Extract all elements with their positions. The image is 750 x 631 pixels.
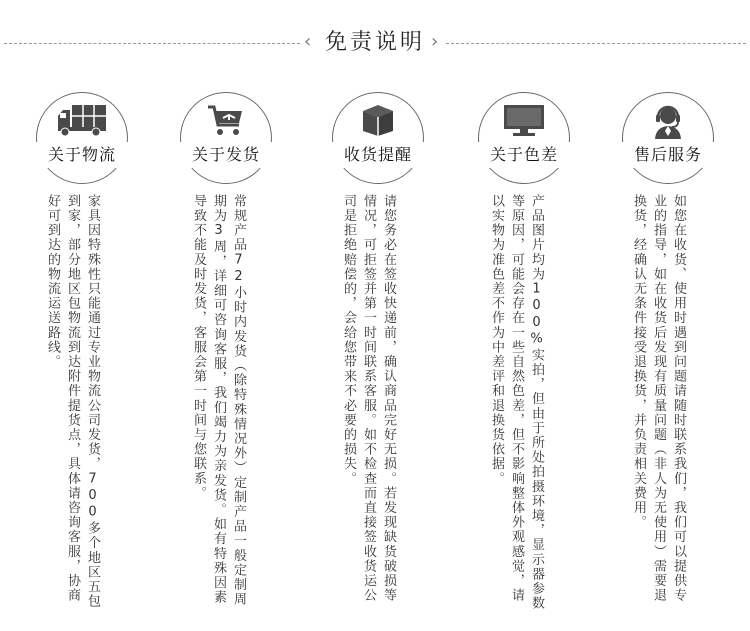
monitor-icon [501,103,547,137]
headset-agent-icon [650,103,686,139]
truck-icon [56,103,108,137]
section-text-shipping: 常规产品72小时内发货（除特殊情况外）定制产品一般定制周期为3周，详细可咨询客服，我们竭力为亲发货。如有特殊因素导致不能及时发货，客服会第一时间与您联系。 [191,194,246,607]
chevron-right-icon: › [431,31,439,52]
page-title: 免责说明 [324,30,425,55]
section-logistics [32,92,132,184]
section-color-difference [474,92,574,184]
title-divider-left [4,43,300,44]
badge-shipping [180,92,272,184]
section-label: 关于物流 [31,142,133,168]
box-icon [360,103,396,137]
cart-icon [206,103,246,137]
section-label: 关于色差 [473,142,575,168]
title-divider-right [446,43,746,44]
section-receiving [328,92,428,184]
section-text-after-sales: 如您在收货、使用时遇到问题请随时联系我们，我们可以提供专业的指导，如在收货后发现有质量问题（非人为无使用）需要退换货，经确认无条件接受退换货，并负责相关费用。 [631,194,686,603]
badge-color-difference [478,92,570,184]
section-after-sales [618,92,718,184]
badge-after-sales [622,92,714,184]
section-label: 关于发货 [175,142,277,168]
section-shipping [176,92,276,184]
badge-receiving [332,92,424,184]
section-label: 收货提醒 [327,142,429,168]
badge-logistics [36,92,128,184]
section-text-color-difference: 产品图片均为100%实拍，但由于所处拍摄环境，显示器参数等原因，可能会存在一些自然色差，但不影响整体外观感觉，请以实物为准色差不作为中差评和退换货依据。 [489,194,544,611]
section-text-logistics: 家具因特殊性只能通过专业物流公司发货，700多个地区五包到家，部分地区包物流到达附件提货点，具体请咨询客服，协商好可到达的物流运送路线。 [45,194,100,609]
title-row [0,22,750,66]
section-text-receiving: 请您务必在签收快递前，确认商品完好无损。若发现缺货破损等情况，可拒签并第一时间联系客服。如不检查而直接签收货运公司是拒绝赔偿的，会给您带来不必要的损失。 [341,194,396,603]
chevron-left-icon: ‹ [304,31,312,52]
section-label: 售后服务 [617,142,719,168]
